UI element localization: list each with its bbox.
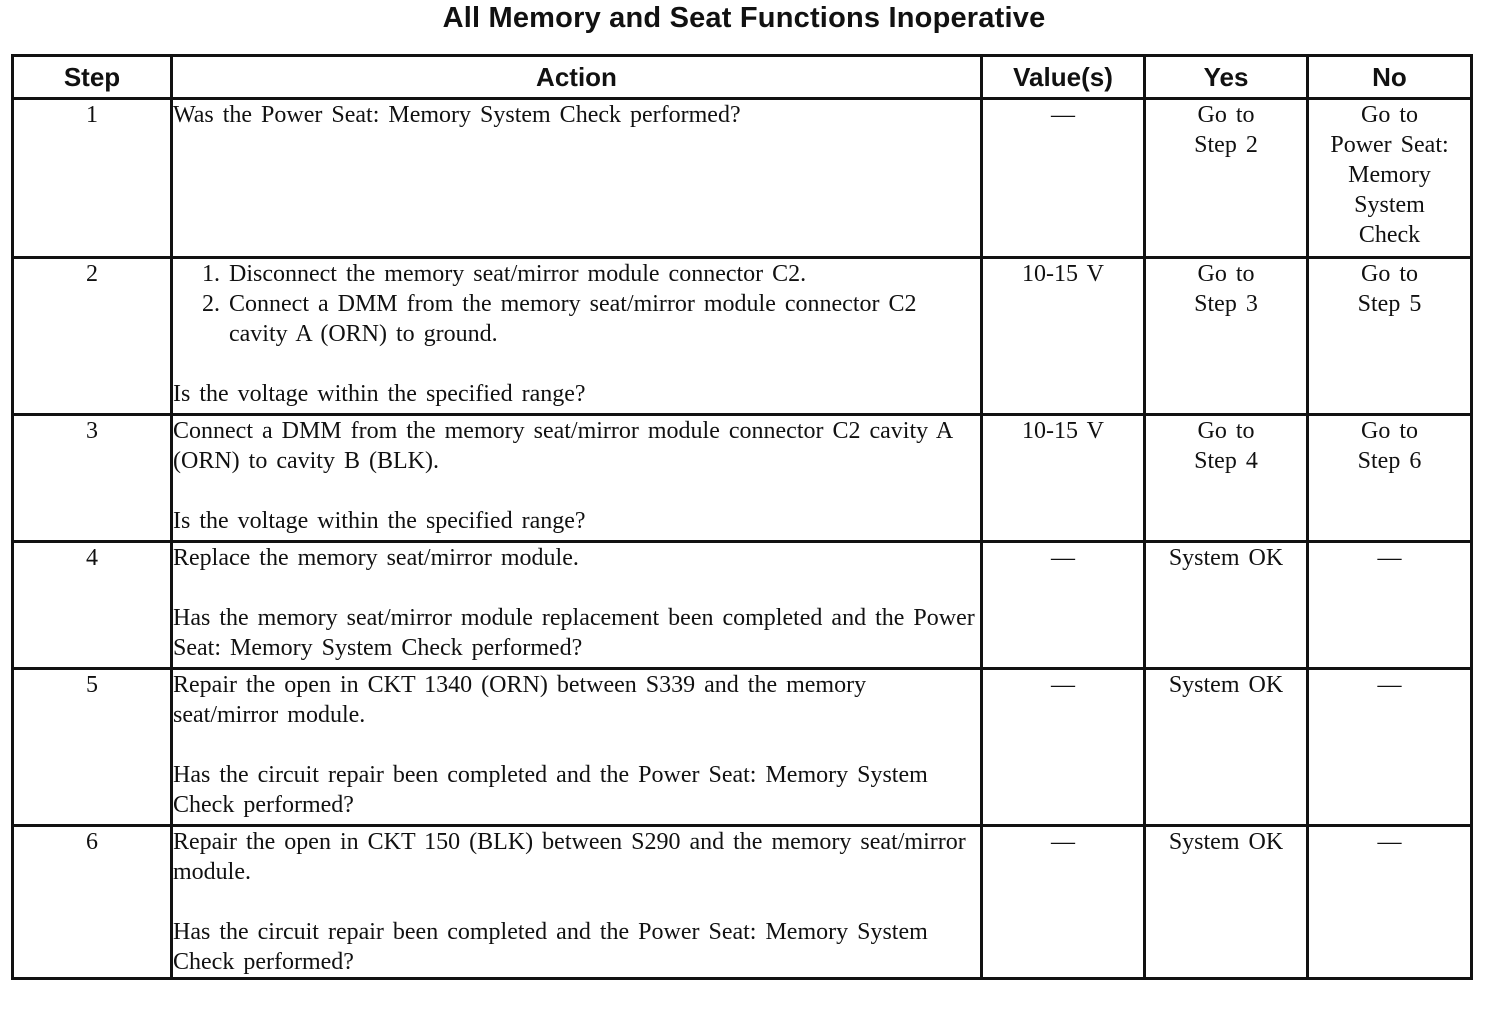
header-no: No: [1308, 56, 1472, 99]
page-title: All Memory and Seat Functions Inoperative: [442, 2, 1046, 34]
table-row: [13, 258, 1472, 415]
action-text: Was the Power Seat: Memory System Check performed?: [173, 102, 741, 128]
no-text: Power Seat:: [1330, 132, 1449, 158]
value-cell: 10-15 V: [982, 258, 1145, 415]
no-text: Go to: [1361, 261, 1418, 287]
no-cell: —: [1308, 669, 1472, 826]
no-cell: [1308, 258, 1472, 415]
action-text: Repair the open in CKT 1340 (ORN) between S339 and the memory seat/mirror module.: [173, 672, 867, 728]
table-row: [13, 99, 1472, 258]
no-text: Go to: [1361, 102, 1418, 128]
value-cell: 10-15 V: [982, 415, 1145, 542]
header-values: Value(s): [982, 56, 1145, 99]
action-cell: [172, 258, 982, 415]
yes-text: Go to: [1197, 261, 1255, 287]
header-yes: Yes: [1145, 56, 1308, 99]
action-cell: [172, 415, 982, 542]
no-cell: —: [1308, 542, 1472, 669]
value-cell: —: [982, 99, 1145, 258]
step-number: 5: [13, 669, 172, 826]
step-number: 6: [13, 826, 172, 979]
action-cell: [172, 99, 982, 258]
yes-cell: [1145, 99, 1308, 258]
header-step: Step: [13, 56, 172, 99]
table-row: [13, 542, 1472, 669]
header-action: Action: [172, 56, 982, 99]
yes-text: Go to: [1197, 102, 1255, 128]
action-step-item: 2. Connect a DMM from the memory seat/mirror module connector C2 cavity A (ORN) to ground.: [229, 289, 980, 349]
value-cell: —: [982, 669, 1145, 826]
action-text: Connect a DMM from the memory seat/mirror module connector C2 cavity A (ORN) to cavity B (BLK).: [173, 418, 952, 474]
yes-text: Step 4: [1194, 448, 1258, 474]
action-cell: [172, 669, 982, 826]
no-cell: [1308, 99, 1472, 258]
step-number: 2: [13, 258, 172, 415]
yes-cell: System OK: [1145, 826, 1308, 979]
yes-cell: System OK: [1145, 542, 1308, 669]
value-cell: —: [982, 542, 1145, 669]
action-question: Is the voltage within the specified range?: [173, 381, 586, 407]
yes-cell: [1145, 258, 1308, 415]
yes-cell: [1145, 415, 1308, 542]
action-text: Repair the open in CKT 150 (BLK) between S290 and the memory seat/mirror module.: [173, 829, 966, 885]
action-question: Has the circuit repair been completed and the Power Seat: Memory System Check performed?: [173, 762, 928, 818]
no-text: Check: [1358, 222, 1421, 248]
action-cell: [172, 826, 982, 979]
no-text: Memory: [1348, 162, 1431, 188]
no-text: Step 6: [1357, 448, 1422, 474]
action-step-item: 1. Disconnect the memory seat/mirror module connector C2.: [229, 259, 980, 289]
table-row: [13, 415, 1472, 542]
yes-text: Step 2: [1194, 132, 1258, 158]
action-steps-list: [173, 259, 980, 349]
action-question: Has the memory seat/mirror module replacement been completed and the Power Seat: Memory System Check performed?: [173, 605, 975, 661]
step-number: 4: [13, 542, 172, 669]
action-question: Is the voltage within the specified range?: [173, 508, 586, 534]
table-row: [13, 826, 1472, 979]
step-number: 3: [13, 415, 172, 542]
table-header-row: [13, 56, 1472, 99]
action-text: Replace the memory seat/mirror module.: [173, 545, 579, 571]
no-text: Step 5: [1357, 291, 1422, 317]
no-cell: —: [1308, 826, 1472, 979]
yes-text: Go to: [1197, 418, 1255, 444]
step-number: 1: [13, 99, 172, 258]
action-cell: [172, 542, 982, 669]
no-text: Go to: [1361, 418, 1418, 444]
table-row: [13, 669, 1472, 826]
action-question: Has the circuit repair been completed and the Power Seat: Memory System Check performed?: [173, 919, 928, 975]
yes-text: Step 3: [1194, 291, 1258, 317]
yes-cell: System OK: [1145, 669, 1308, 826]
diagnostic-table: [11, 54, 1473, 980]
value-cell: —: [982, 826, 1145, 979]
no-cell: [1308, 415, 1472, 542]
no-text: System: [1354, 192, 1425, 218]
